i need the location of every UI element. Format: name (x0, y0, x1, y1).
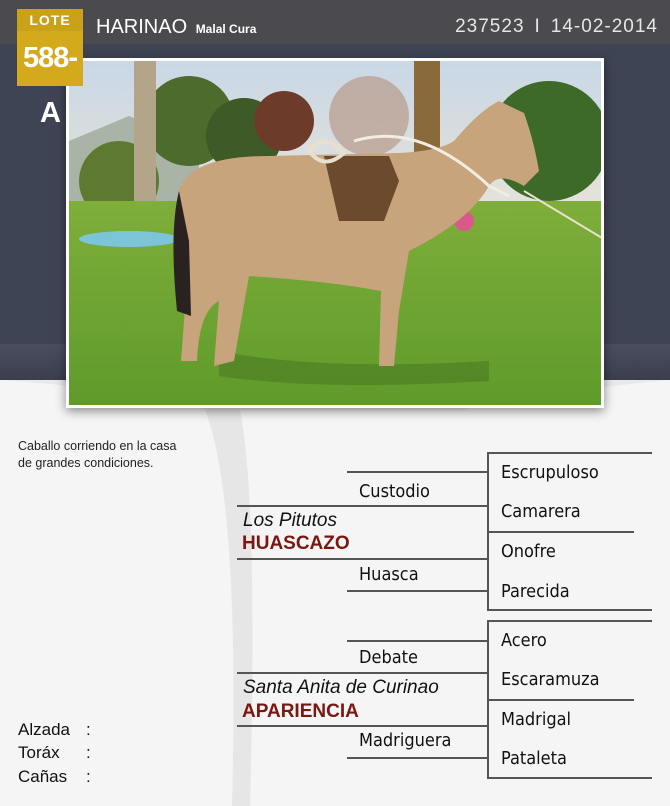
ped-line (237, 725, 487, 727)
ped-line (487, 452, 652, 454)
sire-name: HUASCAZO (242, 533, 350, 554)
sire-granddam-sire: Onofre (501, 541, 556, 562)
sire-grandsire-dam: Camarera (501, 501, 581, 522)
registry-date: 14-02-2014 (550, 16, 658, 37)
measure-alzada (18, 720, 91, 740)
registry-number: 237523 (455, 16, 525, 37)
measure-canas (18, 767, 91, 787)
measure-canas-label: Cañas (18, 767, 68, 786)
horse-name: HARINAO (96, 16, 188, 38)
horse-title (96, 16, 256, 39)
ped-line (347, 590, 487, 592)
lot-badge (17, 9, 83, 129)
ped-line (237, 505, 487, 507)
dam-granddam-sire: Madrigal (501, 709, 572, 730)
measure-torax-colon: : (86, 743, 91, 762)
description-line-1: Caballo corriendo en la casa (18, 439, 177, 453)
ped-line (487, 699, 634, 701)
description-line-2: de grandes condiciones. (18, 456, 154, 470)
lot-number: 588-A (17, 31, 83, 86)
dam-grandsire-sire: Acero (501, 630, 547, 651)
dam-name: APARIENCIA (242, 701, 359, 722)
sire-dam-name: Huasca (359, 564, 419, 585)
dam-granddam-dam: Pataleta (501, 748, 567, 769)
horse-photo (66, 58, 604, 408)
horse-image (69, 61, 604, 408)
measure-torax (18, 743, 91, 763)
dam-sire-name: Debate (359, 647, 418, 668)
sire-breeder: Los Pitutos (243, 510, 337, 531)
ped-line (487, 620, 652, 622)
measure-canas-colon: : (86, 767, 91, 786)
horse-description (18, 438, 218, 472)
dam-dam-name: Madriguera (359, 730, 452, 751)
ped-line (487, 777, 652, 779)
ped-line (487, 609, 652, 611)
ped-line (347, 640, 487, 642)
registry-separator: I (534, 16, 541, 37)
dam-breeder: Santa Anita de Curinao (243, 677, 439, 698)
measure-torax-label: Toráx (18, 743, 60, 762)
dam-grandsire-dam: Escaramuza (501, 669, 600, 690)
registry-info (455, 16, 658, 38)
ped-line (347, 757, 487, 759)
sire-granddam-dam: Parecida (501, 581, 570, 602)
ped-line (237, 672, 487, 674)
sire-sire-name: Custodio (359, 481, 430, 502)
horse-origin: Malal Cura (195, 22, 257, 36)
measure-alzada-colon: : (86, 720, 91, 739)
measure-alzada-label: Alzada (18, 720, 70, 739)
ped-line (237, 558, 487, 560)
sire-grandsire-sire: Escrupuloso (501, 462, 599, 483)
ped-line (347, 471, 487, 473)
ped-line (487, 531, 634, 533)
lot-label: LOTE (17, 9, 83, 31)
